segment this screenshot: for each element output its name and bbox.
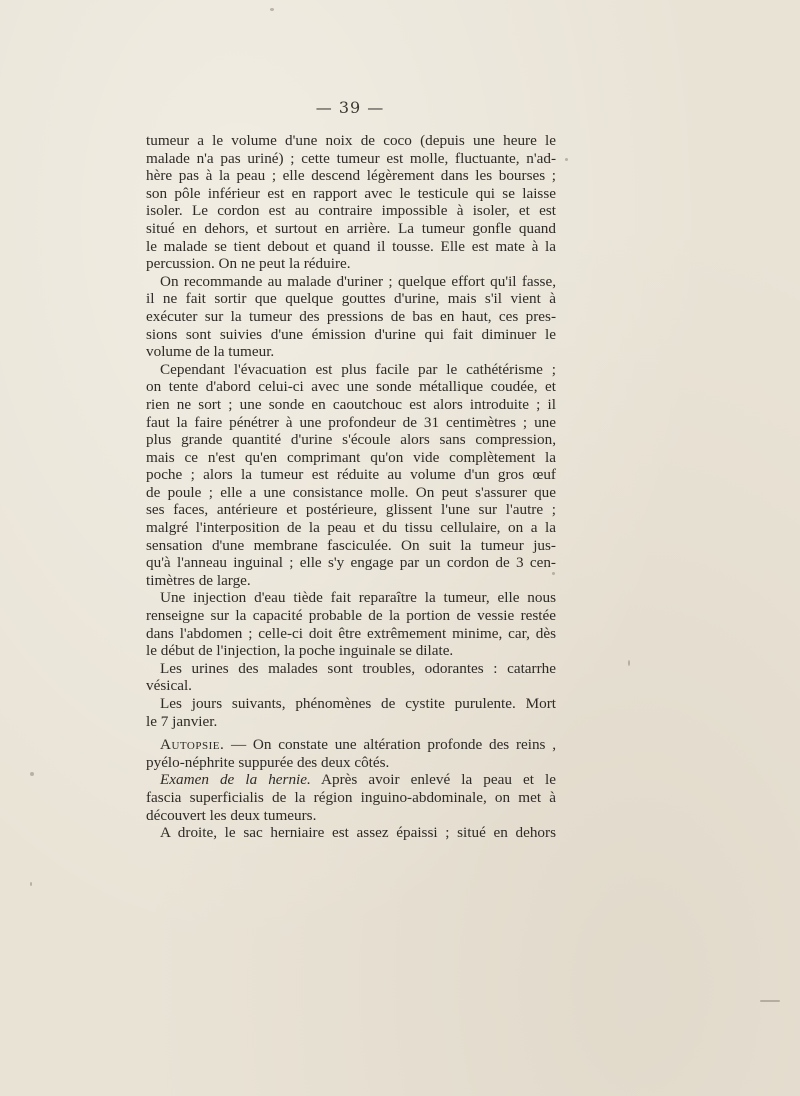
text-line: Cependant l'évacuation est plus facile par le cathétérisme ; xyxy=(160,360,556,378)
text-line: pyélo-néphrite suppurée des deux côtés. xyxy=(146,753,390,771)
text-line: vésical. xyxy=(146,677,192,695)
text-line: sions sont suivies d'une émission d'urine qui fait diminuer le xyxy=(146,325,556,343)
paper-speck xyxy=(270,8,274,11)
text-line: Les jours suivants, phénomènes de cystite purulente. Mort xyxy=(160,695,556,712)
paper-speck xyxy=(760,1000,780,1002)
text-line: faut la faire pénétrer à une profondeur de 31 centimètres ; une xyxy=(146,413,556,431)
text-line xyxy=(146,771,556,789)
paper-speck xyxy=(565,158,568,161)
text-line: tumeur a le volume d'une noix de coco (depuis une heure le xyxy=(146,132,556,149)
text-line: dans l'abdomen ; celle-ci doit être extrêmement minime, car, dès xyxy=(146,624,556,642)
paragraph-5 xyxy=(146,660,556,695)
paragraph-3 xyxy=(146,361,556,590)
paper-speck xyxy=(552,572,555,575)
text-line: percussion. On ne peut la réduire. xyxy=(146,255,351,273)
text-line: volume de la tumeur. xyxy=(146,343,275,361)
paragraph-2 xyxy=(146,273,556,361)
text-line: son pôle inférieur est en rapport avec le testicule qui se laisse xyxy=(146,184,556,202)
text-line: hère pas à la peau ; elle descend légèrement dans les bourses ; xyxy=(146,167,556,185)
body-text xyxy=(146,132,556,842)
text-line: plus grande quantité d'urine s'écoule alors sans compression, xyxy=(146,431,556,449)
text-line: renseigne sur la capacité probable de la portion de vessie restée xyxy=(146,607,556,625)
text-line: On recommande au malade d'uriner ; quelque effort qu'il fasse, xyxy=(160,272,556,290)
text-line: malgré l'interposition de la peau et du tissu cellulaire, on a la xyxy=(146,519,556,537)
paragraph-6 xyxy=(146,695,556,730)
text-line: malade n'a pas uriné) ; cette tumeur est molle, fluctuante, n'ad- xyxy=(146,149,556,167)
text-line: Les urines des malades sont troubles, odorantes : catarrhe xyxy=(160,659,556,677)
text-line: on tente d'abord celui-ci avec une sonde métallique coudée, et xyxy=(146,378,556,396)
page-number: — 39 — xyxy=(315,98,385,117)
text-line: sensation d'une membrane fasciculée. On suit la tumeur jus- xyxy=(146,536,556,554)
text-line: le début de l'injection, la poche inguinale se dilate. xyxy=(146,642,454,660)
text-run: — On constate une altération profonde des reins , xyxy=(224,736,556,754)
paragraph-1 xyxy=(146,132,556,273)
section-lead-examen: Examen de la hernie. xyxy=(160,771,311,789)
text-line: Une injection d'eau tiède fait reparaître la tumeur, elle nous xyxy=(160,589,556,607)
paragraph-examen xyxy=(146,771,556,824)
text-line: rien ne sort ; une sonde en caoutchouc est alors introduite ; il xyxy=(146,395,556,413)
text-line: qu'à l'anneau inguinal ; elle s'y engage par un cordon de 3 cen- xyxy=(146,554,556,572)
text-line: le 7 janvier. xyxy=(146,712,218,730)
section-lead-autopsie: Autopsie. xyxy=(160,736,225,754)
text-line: timètres de large. xyxy=(146,571,251,589)
paper-speck xyxy=(30,772,34,776)
text-line: A droite, le sac herniaire est assez épaissi ; situé en dehors xyxy=(160,824,556,842)
paragraph-autopsie xyxy=(146,736,556,771)
text-line: ses faces, antérieure et postérieure, glissent l'une sur l'autre ; xyxy=(146,501,556,519)
paper-speck xyxy=(30,882,32,886)
text-line: isoler. Le cordon est au contraire impossible à isoler, et est xyxy=(146,202,556,220)
text-run: Après avoir enlevé la peau et le xyxy=(310,771,556,789)
text-line: exécuter sur la tumeur des pressions de bas en haut, ces pres- xyxy=(146,307,556,325)
paragraph-9 xyxy=(146,824,556,842)
paragraph-4 xyxy=(146,589,556,659)
text-line: il ne fait sortir que quelque gouttes d'urine, mais s'il vient à xyxy=(146,290,556,308)
text-line: fascia superficialis de la région inguino-abdominale, on met à xyxy=(146,788,556,806)
text-line: mais ce n'est qu'en comprimant qu'on vide complètement la xyxy=(146,448,556,466)
text-line: de poule ; elle a une consistance molle. On peut s'assurer que xyxy=(146,483,556,501)
text-line: situé en dehors, et surtout en arrière. La tumeur gonfle quand xyxy=(146,219,556,237)
text-line: découvert les deux tumeurs. xyxy=(146,806,317,824)
paper-speck xyxy=(628,660,630,666)
text-line: le malade se tient debout et quand il tousse. Elle est mate à la xyxy=(146,237,556,255)
text-line xyxy=(146,736,556,754)
text-line: poche ; alors la tumeur est réduite au volume d'un gros œuf xyxy=(146,466,556,484)
